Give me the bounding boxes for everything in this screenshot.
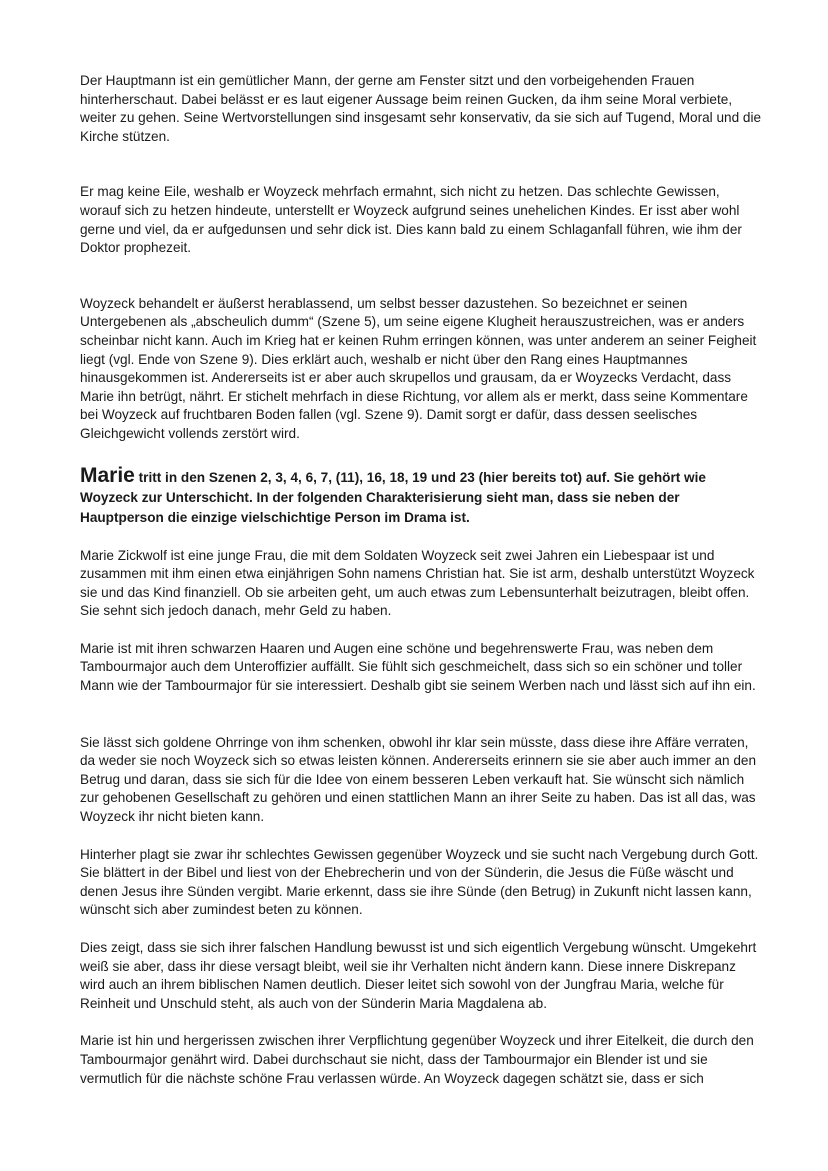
paragraph-marie-ohrringe: Sie lässt sich goldene Ohrringe von ihm schenken, obwohl ihr klar sein müsste, dass diese ihre Affäre verraten, da weder sie noch Woyzeck sich so etwas leisten können. Andererseits erinnern sie sie aber auch immer an den Betrug und daran, dass sie sich für die Idee von einem besseren Leben verkauft hat. Sie wünscht sich nämlich zur gehobenen Gesellschaft zu gehören und einen stattlichen Mann an ihrer Seite zu haben. Das ist all das, was Woyzeck ihr nicht bieten kann. bbox=[80, 734, 757, 825]
paragraph-hauptmann-eile: Er mag keine Eile, weshalb er Woyzeck mehrfach ermahnt, sich nicht zu hetzen. Das schlechte Gewissen, worauf sich zu hetzen hindeute, unterstellt er Woyzeck aufgrund seines unehelichen Kindes. Er isst aber wohl gerne und viel, da er aufgedunsen und sehr dick ist. Dies kann bald zu einem Schlaganfall führen, wie ihm der Doktor prophezeit. bbox=[80, 184, 742, 256]
paragraph-marie-gewissen: Hinterher plagt sie zwar ihr schlechtes Gewissen gegenüber Woyzeck und sie sucht nach Vergebung durch Gott. Sie blättert in der Bibel und liest von der Ehebrecherin und von der Sünderin, die Jesus die Füße wäscht und denen Jesus ihre Sünden vergibt. Marie erkennt, dass sie ihre Sünde (den Betrug) in Zukunft nicht lassen kann, wünscht sich aber zumindest beten zu können. bbox=[80, 846, 759, 918]
section-heading-marie bbox=[80, 463, 762, 528]
heading-text: tritt in den Szenen 2, 3, 4, 6, 7, (11), 16, 18, 19 und 23 (hier bereits tot) auf. Sie gehört wie Woyzeck zur Unterschicht. In der folgenden Charakterisierung sieht man, dass sie neben der Hauptperson die einzige vielschichtige Person im Drama ist. bbox=[80, 469, 706, 525]
paragraph-marie-vergebung: Dies zeigt, dass sie sich ihrer falschen Handlung bewusst ist und sich eigentlich Vergebung wünscht. Umgekehrt weiß sie aber, dass ihr diese versagt bleibt, weil sie ihr Verhalten nicht ändern kann. Diese innere Diskrepanz wird auch an ihrem biblischen Namen deutlich. Dieser leitet sich sowohl von der Jungfrau Maria, welche für Reinheit und Unschuld steht, als auch von der Sünderin Maria Magdalena ab. bbox=[80, 940, 757, 1011]
paragraph-hauptmann-woyzeck: Woyzeck behandelt er äußerst herablassend, um selbst besser dazustehen. So bezeichnet er seinen Untergebenen als „abscheulich dumm“ (Szene 5), um seine eigene Klugheit herauszustreichen, was er anders scheinbar nicht kann. Auch im Krieg hat er keinen Ruhm erringen können, was unter anderem an seiner Feigheit liegt (vgl. Ende von Szene 9). Dies erklärt auch, weshalb er nicht über den Rang eines Hauptmannes hinausgekommen ist. Andererseits ist er aber auch skrupellos und grausam, da er Woyzecks Verdacht, dass Marie ihn betrügt, nährt. Er stichelt mehrfach in diese Richtung, vor allem als er merkt, dass seine Kommentare bei Woyzeck auf fruchtbaren Boden fallen (vgl. Szene 9). Damit sorgt er dafür, dass dessen seelisches Gleichgewicht vollends zerstört wird. bbox=[80, 295, 757, 441]
paragraph-marie-intro: Marie Zickwolf ist eine junge Frau, die mit dem Soldaten Woyzeck seit zwei Jahren ein Liebespaar ist und zusammen mit ihm einen etwa einjährigen Sohn namens Christian hat. Sie ist arm, deshalb unterstützt Woyzeck sie und das Kind finanziell. Ob sie arbeiten geht, um auch etwas zum Lebensunterhalt beizutragen, bleibt offen. Sie sehnt sich jedoch danach, mehr Geld zu haben. bbox=[80, 547, 755, 619]
heading-name: Marie bbox=[80, 463, 135, 487]
paragraph-marie-hin-und-her: Marie ist hin und hergerissen zwischen ihrer Verpflichtung gegenüber Woyzeck und ihrer Eitelkeit, die durch den Tambourmajor genährt wird. Dabei durchschaut sie nicht, dass der Tambourmajor ein Blender ist und sie vermutlich für die nächste schöne Frau verlassen würde. An Woyzeck dagegen schätzt sie, dass er sich bbox=[80, 1033, 754, 1086]
paragraph-hauptmann-intro: Der Hauptmann ist ein gemütlicher Mann, der gerne am Fenster sitzt und den vorbeigehenden Frauen hinterherschaut. Dabei belässt er es laut eigener Aussage beim reinen Gucken, da ihm seine Moral verbiete, weiter zu gehen. Seine Wertvorstellungen sind insgesamt sehr konservativ, da sie sich auf Tugend, Moral und die Kirche stützen. bbox=[80, 73, 762, 144]
paragraph-marie-appearance: Marie ist mit ihren schwarzen Haaren und Augen eine schöne und begehrenswerte Frau, was neben dem Tambourmajor auch dem Unteroffizier auffällt. Sie fühlt sich geschmeichelt, dass sich so ein schöner und toller Mann wie der Tambourmajor für sie interessiert. Deshalb gibt sie seinem Werben nach und lässt sich auf ihn ein. bbox=[80, 640, 756, 694]
